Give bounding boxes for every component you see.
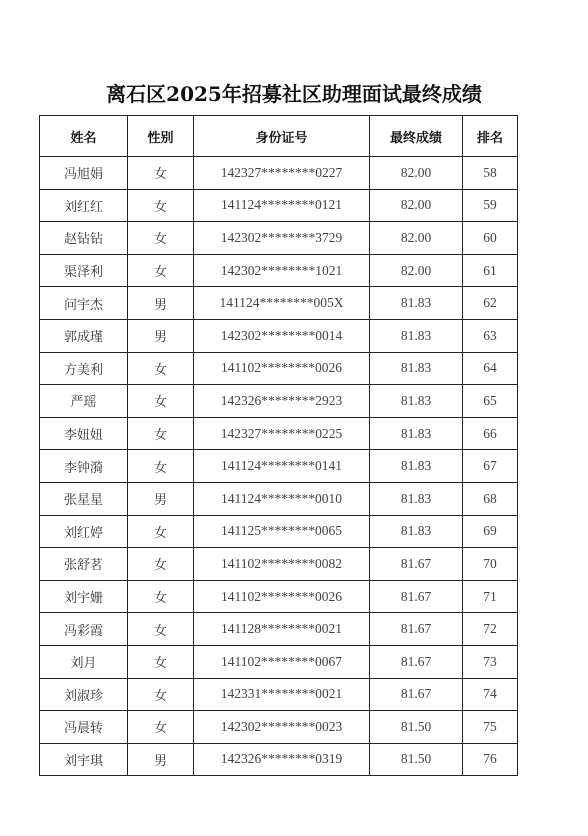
cell-final-score: 81.83: [370, 450, 463, 483]
table-row: [40, 482, 518, 515]
cell-id-number: 141102********0026: [194, 580, 370, 613]
cell-id-number: 141125********0065: [194, 515, 370, 548]
cell-name: 刘月: [40, 645, 128, 678]
cell-name: 冯彩霞: [40, 613, 128, 646]
cell-rank: 63: [463, 319, 518, 352]
table-row: [40, 189, 518, 222]
cell-name: 问宇杰: [40, 287, 128, 320]
cell-gender: 女: [128, 645, 194, 678]
cell-final-score: 81.83: [370, 319, 463, 352]
cell-name: 方美利: [40, 352, 128, 385]
document-title: 离石区2025年招募社区助理面试最终成绩: [106, 82, 482, 106]
cell-name: 刘宇姗: [40, 580, 128, 613]
cell-final-score: 81.83: [370, 482, 463, 515]
cell-rank: 75: [463, 711, 518, 744]
cell-id-number: 141128********0021: [194, 613, 370, 646]
header-name: 姓名: [40, 116, 128, 157]
cell-rank: 58: [463, 157, 518, 190]
cell-final-score: 81.83: [370, 352, 463, 385]
table-row: [40, 613, 518, 646]
cell-gender: 女: [128, 254, 194, 287]
cell-rank: 72: [463, 613, 518, 646]
cell-gender: 女: [128, 450, 194, 483]
cell-name: 赵钻钻: [40, 222, 128, 255]
cell-rank: 67: [463, 450, 518, 483]
cell-name: 刘淑珍: [40, 678, 128, 711]
cell-name: 冯旭娟: [40, 157, 128, 190]
cell-id-number: 142326********2923: [194, 385, 370, 418]
cell-name: 刘红红: [40, 189, 128, 222]
cell-final-score: 81.67: [370, 645, 463, 678]
cell-gender: 女: [128, 385, 194, 418]
cell-name: 李妞妞: [40, 417, 128, 450]
score-table: [39, 115, 518, 776]
table-row: [40, 352, 518, 385]
table-row: [40, 743, 518, 776]
cell-gender: 女: [128, 515, 194, 548]
table-row: [40, 515, 518, 548]
cell-rank: 59: [463, 189, 518, 222]
cell-id-number: 142302********3729: [194, 222, 370, 255]
header-rank: 排名: [463, 116, 518, 157]
cell-id-number: 142327********0227: [194, 157, 370, 190]
cell-final-score: 81.83: [370, 385, 463, 418]
cell-rank: 70: [463, 548, 518, 581]
cell-rank: 74: [463, 678, 518, 711]
cell-id-number: 142302********1021: [194, 254, 370, 287]
cell-rank: 66: [463, 417, 518, 450]
cell-rank: 73: [463, 645, 518, 678]
cell-name: 渠泽利: [40, 254, 128, 287]
cell-id-number: 142302********0023: [194, 711, 370, 744]
cell-final-score: 81.67: [370, 580, 463, 613]
cell-gender: 女: [128, 352, 194, 385]
cell-gender: 男: [128, 319, 194, 352]
cell-final-score: 81.67: [370, 613, 463, 646]
cell-id-number: 141124********0010: [194, 482, 370, 515]
cell-name: 刘红婷: [40, 515, 128, 548]
cell-gender: 女: [128, 417, 194, 450]
header-final-score: 最终成绩: [370, 116, 463, 157]
cell-final-score: 82.00: [370, 157, 463, 190]
cell-id-number: 142331********0021: [194, 678, 370, 711]
cell-rank: 64: [463, 352, 518, 385]
table-row: [40, 678, 518, 711]
header-gender: 性别: [128, 116, 194, 157]
cell-gender: 男: [128, 482, 194, 515]
table-row: [40, 222, 518, 255]
cell-name: 郭成瑾: [40, 319, 128, 352]
cell-gender: 男: [128, 743, 194, 776]
cell-final-score: 81.67: [370, 678, 463, 711]
cell-name: 张星星: [40, 482, 128, 515]
cell-gender: 女: [128, 613, 194, 646]
cell-gender: 女: [128, 189, 194, 222]
cell-final-score: 82.00: [370, 189, 463, 222]
cell-final-score: 82.00: [370, 222, 463, 255]
cell-gender: 男: [128, 287, 194, 320]
table-row: [40, 548, 518, 581]
cell-name: 冯晨转: [40, 711, 128, 744]
table-row: [40, 417, 518, 450]
table-row: [40, 157, 518, 190]
cell-id-number: 142302********0014: [194, 319, 370, 352]
cell-gender: 女: [128, 157, 194, 190]
cell-name: 李钟漪: [40, 450, 128, 483]
table-row: [40, 580, 518, 613]
cell-id-number: 141124********0141: [194, 450, 370, 483]
cell-gender: 女: [128, 580, 194, 613]
table-row: [40, 319, 518, 352]
cell-rank: 69: [463, 515, 518, 548]
cell-final-score: 81.50: [370, 711, 463, 744]
header-id-number: 身份证号: [194, 116, 370, 157]
cell-name: 严瑶: [40, 385, 128, 418]
table-row: [40, 645, 518, 678]
cell-id-number: 141102********0082: [194, 548, 370, 581]
table-row: [40, 385, 518, 418]
cell-id-number: 142327********0225: [194, 417, 370, 450]
table-row: [40, 287, 518, 320]
cell-gender: 女: [128, 711, 194, 744]
table-row: [40, 711, 518, 744]
cell-final-score: 81.83: [370, 287, 463, 320]
cell-gender: 女: [128, 678, 194, 711]
cell-gender: 女: [128, 222, 194, 255]
cell-id-number: 141102********0067: [194, 645, 370, 678]
cell-rank: 65: [463, 385, 518, 418]
cell-final-score: 82.00: [370, 254, 463, 287]
cell-final-score: 81.83: [370, 515, 463, 548]
cell-name: 刘宇琪: [40, 743, 128, 776]
cell-id-number: 142326********0319: [194, 743, 370, 776]
table-row: [40, 450, 518, 483]
table-row: [40, 254, 518, 287]
cell-final-score: 81.50: [370, 743, 463, 776]
cell-gender: 女: [128, 548, 194, 581]
cell-rank: 61: [463, 254, 518, 287]
cell-rank: 68: [463, 482, 518, 515]
cell-final-score: 81.67: [370, 548, 463, 581]
table-body: [40, 157, 518, 776]
cell-rank: 76: [463, 743, 518, 776]
cell-id-number: 141124********0121: [194, 189, 370, 222]
cell-rank: 60: [463, 222, 518, 255]
cell-name: 张舒茗: [40, 548, 128, 581]
table-header-row: [40, 116, 518, 157]
cell-rank: 71: [463, 580, 518, 613]
cell-id-number: 141124********005X: [194, 287, 370, 320]
cell-final-score: 81.83: [370, 417, 463, 450]
cell-id-number: 141102********0026: [194, 352, 370, 385]
cell-rank: 62: [463, 287, 518, 320]
